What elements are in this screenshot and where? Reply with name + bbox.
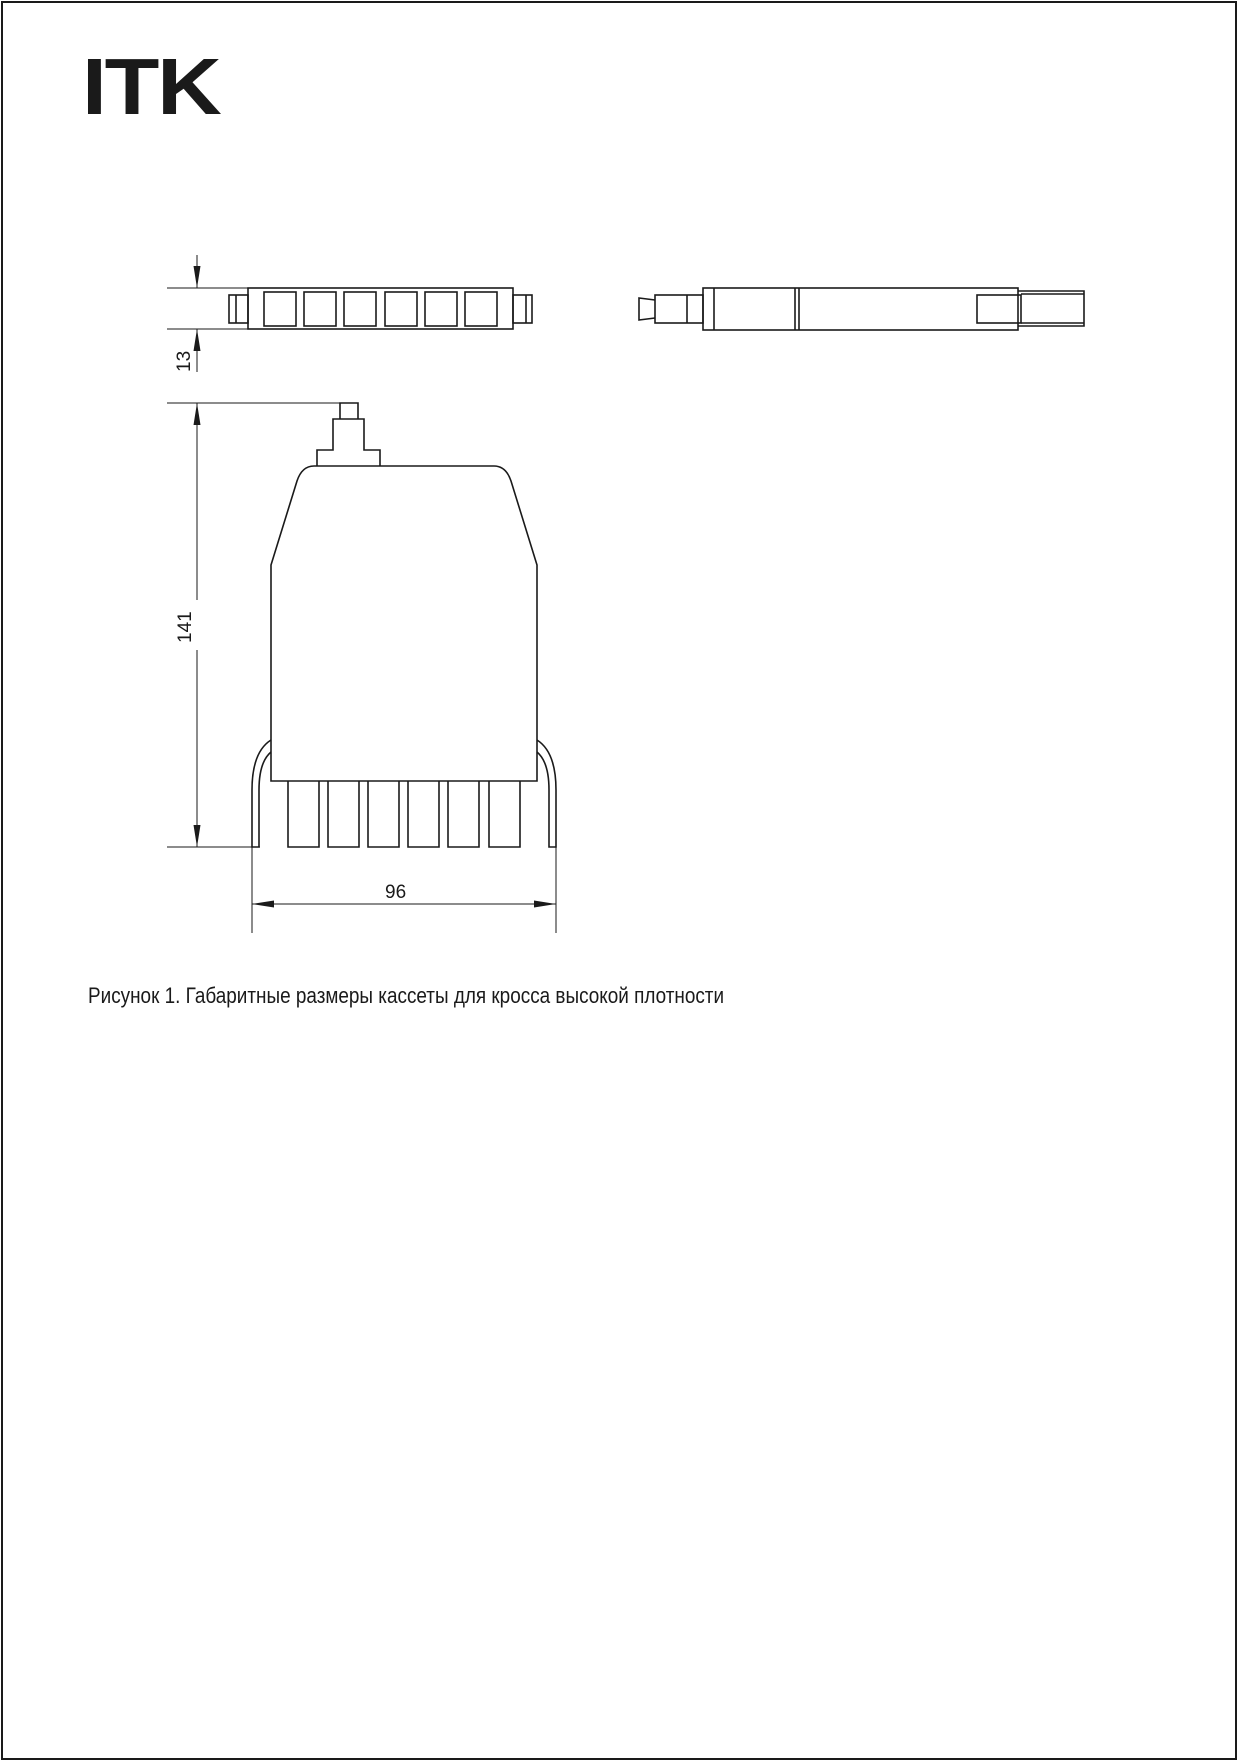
bottom-adapters bbox=[288, 781, 520, 847]
top-connector-tip bbox=[340, 403, 358, 419]
bottom-adapter bbox=[288, 781, 319, 847]
adapter-port bbox=[425, 292, 457, 326]
left-fiber-guide bbox=[252, 740, 271, 847]
bottom-adapter bbox=[448, 781, 479, 847]
figure-caption: Рисунок 1. Габаритные размеры кассеты для кросса высокой плотности bbox=[88, 983, 725, 1008]
adapter-port bbox=[264, 292, 296, 326]
right-fiber-guide bbox=[537, 740, 556, 847]
front-view bbox=[167, 403, 556, 933]
bottom-adapter bbox=[489, 781, 520, 847]
dimension-label-height: 141 bbox=[175, 611, 196, 643]
front-connector bbox=[655, 295, 703, 323]
dimension-label-width: 96 bbox=[385, 882, 407, 903]
dimension-label-thickness: 13 bbox=[174, 350, 195, 372]
adapter-port bbox=[465, 292, 497, 326]
rear-tail bbox=[1018, 291, 1084, 326]
itk-logo: ITK bbox=[82, 42, 220, 131]
cassette-body-front bbox=[271, 466, 537, 781]
cassette-body-top bbox=[248, 288, 513, 329]
adapter-port bbox=[385, 292, 417, 326]
bottom-adapter bbox=[408, 781, 439, 847]
rear-latch bbox=[977, 295, 1021, 323]
bottom-adapter bbox=[328, 781, 359, 847]
cassette-body-side bbox=[703, 288, 1018, 330]
connector-tip bbox=[639, 298, 655, 320]
right-latch bbox=[513, 295, 532, 323]
top-view bbox=[167, 255, 532, 372]
adapter-ports bbox=[264, 292, 497, 326]
top-connector bbox=[317, 419, 380, 466]
side-view bbox=[639, 288, 1084, 330]
adapter-port bbox=[344, 292, 376, 326]
left-latch bbox=[229, 295, 248, 323]
bottom-adapter bbox=[368, 781, 399, 847]
adapter-port bbox=[304, 292, 336, 326]
